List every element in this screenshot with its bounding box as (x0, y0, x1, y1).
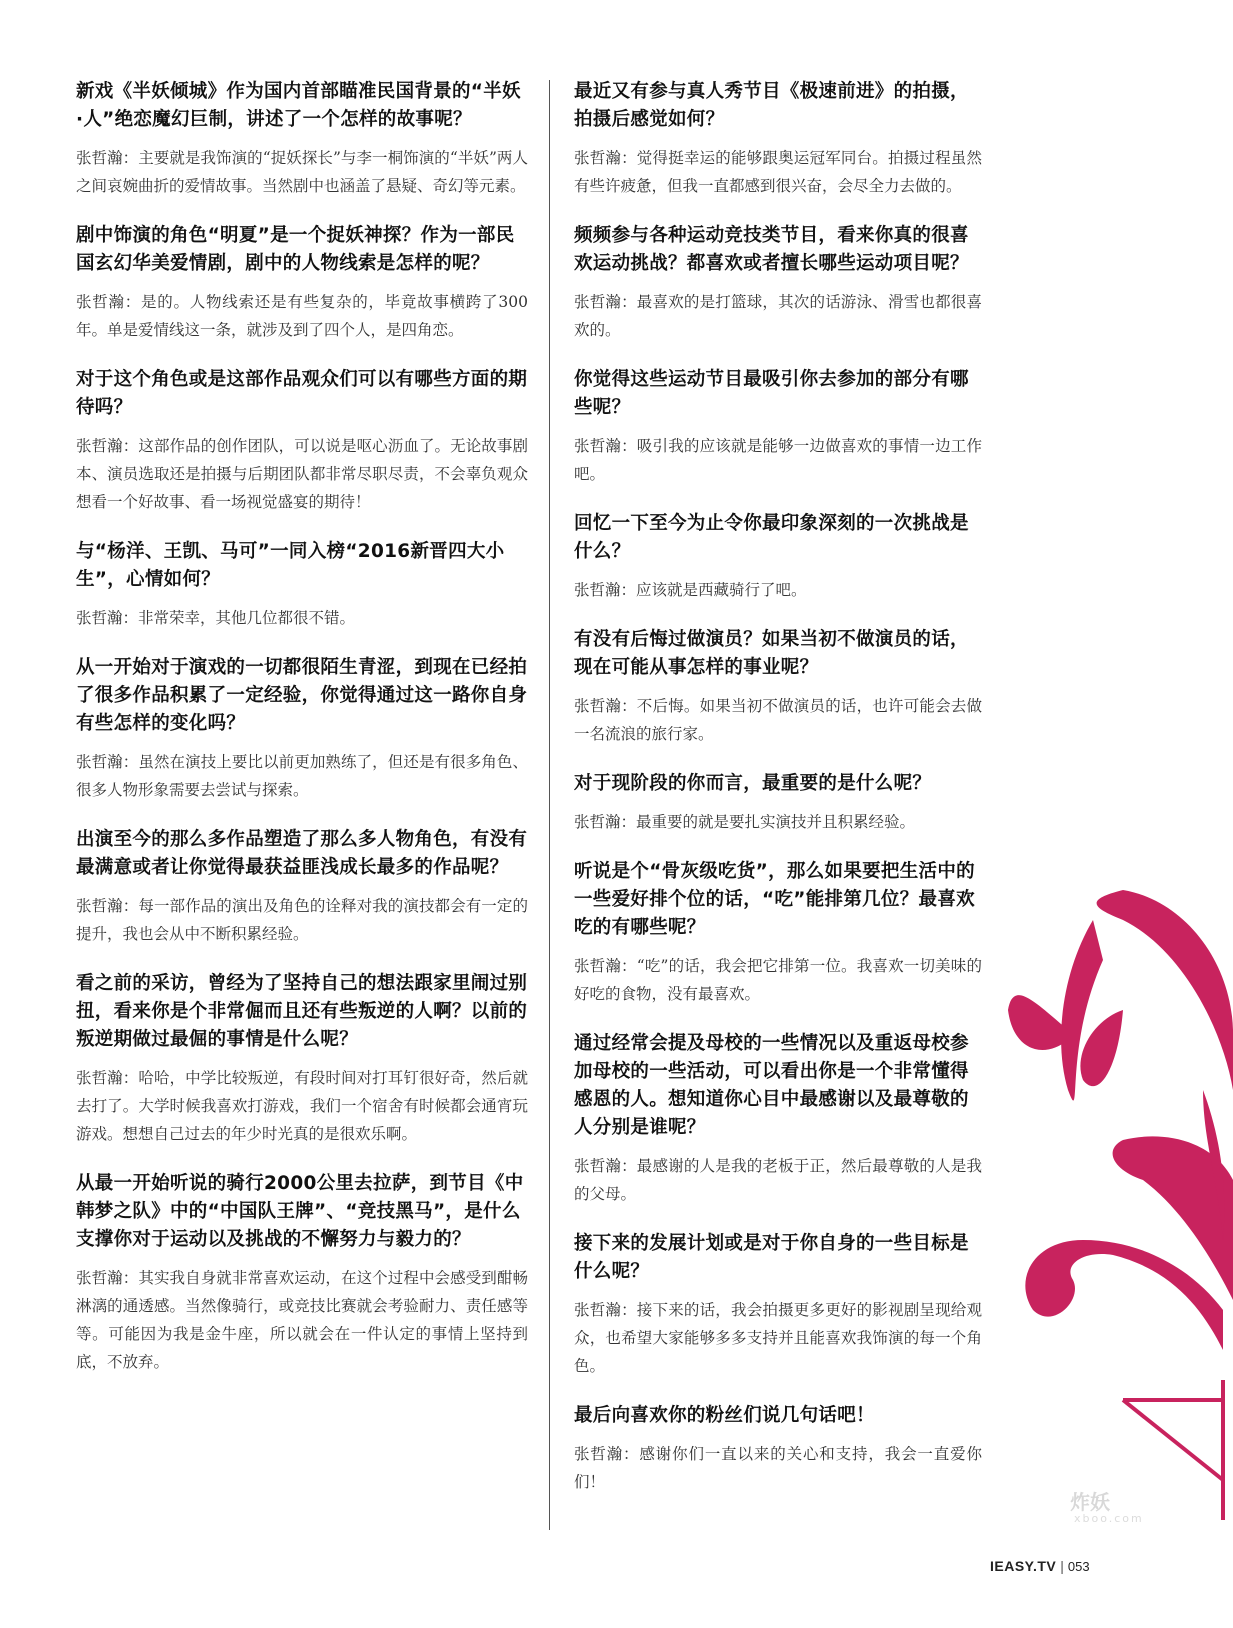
question: 有没有后悔过做演员？如果当初不做演员的话，现在可能从事怎样的事业呢？ (574, 629, 969, 678)
answer: 张哲瀚：最重要的就是要扎实演技并且积累经验。 (574, 813, 916, 831)
answer: 张哲瀚：其实我自身就非常喜欢运动，在这个过程中会感受到酣畅淋漓的通透感。当然像骑行，或竞技比赛就会考验耐力、责任感等等。可能因为我是金牛座，所以就会在一件认定的事情上坚持到底，不放弃。 (76, 1269, 528, 1371)
qa-block (76, 1170, 528, 1376)
qa-block (574, 366, 982, 488)
answer: 张哲瀚：主要就是我饰演的“捉妖探长”与李一桐饰演的“半妖”两人之间哀婉曲折的爱情故事。当然剧中也涵盖了悬疑、奇幻等元素。 (76, 149, 528, 195)
question: 最后向喜欢你的粉丝们说几句话吧！ (574, 1405, 875, 1426)
qa-block (574, 1402, 982, 1496)
question: 剧中饰演的角色“明夏”是一个捉妖神探？作为一部民国玄幻华美爱情剧，剧中的人物线索是怎样的呢？ (76, 225, 515, 274)
answer: 张哲瀚：虽然在演技上要比以前更加熟练了，但还是有很多角色、很多人物形象需要去尝试与探索。 (76, 753, 528, 799)
answer: 张哲瀚：觉得挺幸运的能够跟奥运冠军同台。拍摄过程虽然有些许疲惫，但我一直都感到很兴奋，会尽全力去做的。 (574, 149, 982, 195)
answer: 张哲瀚：非常荣幸，其他几位都很不错。 (76, 609, 356, 627)
question: 回忆一下至今为止令你最印象深刻的一次挑战是什么？ (574, 513, 969, 562)
qa-block (574, 1030, 982, 1208)
question: 与“杨洋、王凯、马可”一同入榜“2016新晋四大小生”，心情如何？ (76, 541, 505, 590)
answer: 张哲瀚：不后悔。如果当初不做演员的话，也许可能会去做一名流浪的旅行家。 (574, 697, 982, 743)
question: 对于现阶段的你而言，最重要的是什么呢？ (574, 773, 932, 794)
answer: 张哲瀚：每一部作品的演出及角色的诠释对我的演技都会有一定的提升，我也会从中不断积累经验。 (76, 897, 528, 943)
qa-block (76, 654, 528, 804)
column-divider (549, 80, 550, 1530)
answer: 张哲瀚：这部作品的创作团队，可以说是呕心沥血了。无论故事剧本、演员选取还是拍摄与后期团队都非常尽职尽责，不会辜负观众想看一个好故事、看一场视觉盛宴的期待！ (76, 437, 528, 511)
question: 新戏《半妖倾城》作为国内首部瞄准民国背景的“半妖·人”绝恋魔幻巨制，讲述了一个怎样的故事呢？ (76, 81, 521, 130)
qa-block (574, 510, 982, 604)
right-column (574, 78, 982, 1518)
qa-block (76, 826, 528, 948)
qa-block (574, 78, 982, 200)
answer: 张哲瀚：感谢你们一直以来的关心和支持，我会一直爱你们！ (574, 1445, 982, 1491)
question: 最近又有参与真人秀节目《极速前进》的拍摄，拍摄后感觉如何？ (574, 81, 969, 130)
decorative-magenta-calligraphy (973, 880, 1233, 1520)
qa-block (574, 770, 982, 836)
question: 接下来的发展计划或是对于你自身的一些目标是什么呢？ (574, 1233, 969, 1282)
answer: 张哲瀚：应该就是西藏骑行了吧。 (574, 581, 807, 599)
qa-block (76, 366, 528, 516)
question: 你觉得这些运动节目最吸引你去参加的部分有哪些呢？ (574, 369, 969, 418)
answer: 张哲瀚：“吃”的话，我会把它排第一位。我喜欢一切美味的好吃的食物，没有最喜欢。 (574, 957, 982, 1003)
qa-block (76, 970, 528, 1148)
answer: 张哲瀚：吸引我的应该就是能够一边做喜欢的事情一边工作吧。 (574, 437, 982, 483)
page-footer (990, 1558, 1090, 1574)
qa-block (76, 222, 528, 344)
qa-block (574, 626, 982, 748)
qa-block (574, 222, 982, 344)
watermark-logo: 炸妖 (1070, 1490, 1110, 1514)
question: 对于这个角色或是这部作品观众们可以有哪些方面的期待吗？ (76, 369, 528, 418)
left-column (76, 78, 528, 1398)
answer: 张哲瀚：最感谢的人是我的老板于正，然后最尊敬的人是我的父母。 (574, 1157, 982, 1203)
qa-block (76, 78, 528, 200)
question: 通过经常会提及母校的一些情况以及重返母校参加母校的一些活动，可以看出你是一个非常懂得感恩的人。想知道你心目中最感谢以及最尊敬的人分别是谁呢？ (574, 1033, 969, 1138)
footer-separator: | (1060, 1558, 1064, 1574)
question: 频频参与各种运动竞技类节目，看来你真的很喜欢运动挑战？都喜欢或者擅长哪些运动项目呢？ (574, 225, 969, 274)
question: 看之前的采访，曾经为了坚持自己的想法跟家里闹过别扭，看来你是个非常倔而且还有些叛逆的人啊？以前的叛逆期做过最倔的事情是什么呢？ (76, 973, 528, 1050)
page-number: 053 (1067, 1558, 1090, 1574)
watermark-url: xboo.com (1074, 1512, 1144, 1525)
answer: 张哲瀚：是的。人物线索还是有些复杂的，毕竟故事横跨了300年。单是爱情线这一条，就涉及到了四个人，是四角恋。 (76, 293, 528, 339)
qa-block (574, 1230, 982, 1380)
qa-block (574, 858, 982, 1008)
question: 出演至今的那么多作品塑造了那么多人物角色，有没有最满意或者让你觉得最获益匪浅成长最多的作品呢？ (76, 829, 528, 878)
question: 听说是个“骨灰级吃货”，那么如果要把生活中的一些爱好排个位的话，“吃”能排第几位？最喜欢吃的有哪些呢？ (574, 861, 975, 938)
question: 从最一开始听说的骑行2000公里去拉萨，到节目《中韩梦之队》中的“中国队王牌”、“竞技黑马”，是什么支撑你对于运动以及挑战的不懈努力与毅力的？ (76, 1173, 524, 1250)
answer: 张哲瀚：哈哈，中学比较叛逆，有段时间对打耳钉很好奇，然后就去打了。大学时候我喜欢打游戏，我们一个宿舍有时候都会通宵玩游戏。想想自己过去的年少时光真的是很欢乐啊。 (76, 1069, 528, 1143)
qa-block (76, 538, 528, 632)
footer-brand: IEASY.TV (990, 1558, 1057, 1574)
answer: 张哲瀚：最喜欢的是打篮球，其次的话游泳、滑雪也都很喜欢的。 (574, 293, 982, 339)
question: 从一开始对于演戏的一切都很陌生青涩，到现在已经拍了很多作品积累了一定经验，你觉得通过这一路你自身有些怎样的变化吗？ (76, 657, 528, 734)
answer: 张哲瀚：接下来的话，我会拍摄更多更好的影视剧呈现给观众，也希望大家能够多多支持并且能喜欢我饰演的每一个角色。 (574, 1301, 982, 1375)
